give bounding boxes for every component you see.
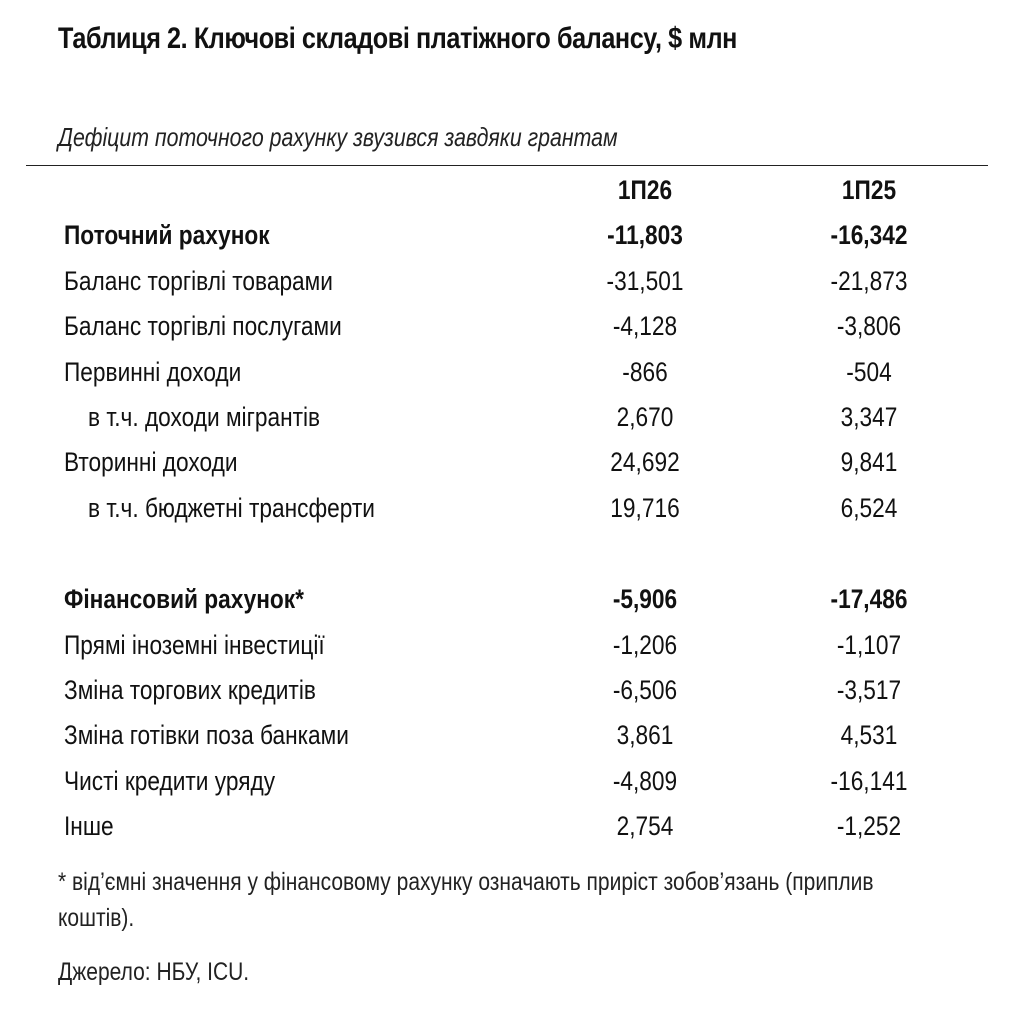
table-footnote: * від’ємні значення у фінансовому рахунку означають приріст зобов’язань (приплив коштів). xyxy=(58,868,874,932)
table-header-row xyxy=(0,168,1012,213)
table-subtitle: Дефіцит поточного рахунку звузився завдяки грантам xyxy=(58,122,618,152)
row-value-1p26: 3,861 xyxy=(616,720,674,751)
section-spacer xyxy=(0,531,1012,577)
row-value-1p26: -6,506 xyxy=(612,674,678,705)
row-value-1p26: -5,906 xyxy=(612,584,678,615)
table-row xyxy=(0,804,1012,849)
row-value-1p26: -4,809 xyxy=(612,765,678,796)
row-value-1p25: 6,524 xyxy=(840,492,898,523)
row-label: Вторинні доходи xyxy=(64,447,238,478)
column-header-1p26: 1П26 xyxy=(617,175,673,205)
row-value-1p25: -3,517 xyxy=(836,674,902,705)
row-label: в т.ч. бюджетні трансферти xyxy=(88,492,375,523)
row-value-1p25: -504 xyxy=(846,356,892,387)
row-label: Баланс торгівлі товарами xyxy=(64,265,333,296)
row-value-1p26: -31,501 xyxy=(606,265,684,296)
table-row-financial-account xyxy=(0,577,1012,622)
row-label: Прямі іноземні інвестиції xyxy=(64,629,325,660)
row-value-1p25: -16,141 xyxy=(830,765,908,796)
table-row-indented xyxy=(0,486,1012,531)
row-value-1p26: -1,206 xyxy=(612,629,678,660)
row-label: Інше xyxy=(64,811,114,842)
header-divider xyxy=(26,165,988,166)
row-label: Чисті кредити уряду xyxy=(64,765,276,796)
table-row xyxy=(0,668,1012,713)
row-value-1p25: -1,107 xyxy=(836,629,902,660)
table-row xyxy=(0,440,1012,485)
row-value-1p25: -3,806 xyxy=(836,311,902,342)
table-row-current-account xyxy=(0,213,1012,258)
row-value-1p25: -1,252 xyxy=(836,811,902,842)
row-value-1p25: -21,873 xyxy=(830,265,908,296)
row-value-1p25: -17,486 xyxy=(830,584,908,615)
table-row xyxy=(0,350,1012,395)
table-row xyxy=(0,259,1012,304)
source-note: Джерело: НБУ, ICU. xyxy=(58,958,250,986)
column-header-1p25: 1П25 xyxy=(841,175,897,205)
row-value-1p26: -11,803 xyxy=(607,220,683,251)
table-row xyxy=(0,623,1012,668)
row-value-1p25: 9,841 xyxy=(840,447,898,478)
row-label: Баланс торгівлі послугами xyxy=(64,311,342,342)
row-value-1p26: 2,670 xyxy=(616,401,674,432)
row-value-1p26: 24,692 xyxy=(610,447,680,478)
row-label: Зміна готівки поза банками xyxy=(64,720,349,751)
row-label: Зміна торгових кредитів xyxy=(64,674,316,705)
row-value-1p25: 4,531 xyxy=(840,720,898,751)
row-value-1p26: 2,754 xyxy=(616,811,674,842)
balance-table xyxy=(0,168,1012,849)
row-value-1p26: 19,716 xyxy=(610,492,680,523)
table-row xyxy=(0,304,1012,349)
row-label: Фінансовий рахунок* xyxy=(64,584,304,615)
table-row xyxy=(0,713,1012,758)
table-row xyxy=(0,759,1012,804)
row-label: Поточний рахунок xyxy=(64,220,270,251)
row-value-1p25: 3,347 xyxy=(840,401,898,432)
row-label: Первинні доходи xyxy=(64,356,242,387)
row-value-1p26: -4,128 xyxy=(612,311,678,342)
row-value-1p25: -16,342 xyxy=(830,220,908,251)
table-row-indented xyxy=(0,395,1012,440)
row-label: в т.ч. доходи мігрантів xyxy=(88,401,321,432)
table-title: Таблиця 2. Ключові складові платіжного балансу, $ млн xyxy=(58,22,737,55)
row-value-1p26: -866 xyxy=(622,356,668,387)
